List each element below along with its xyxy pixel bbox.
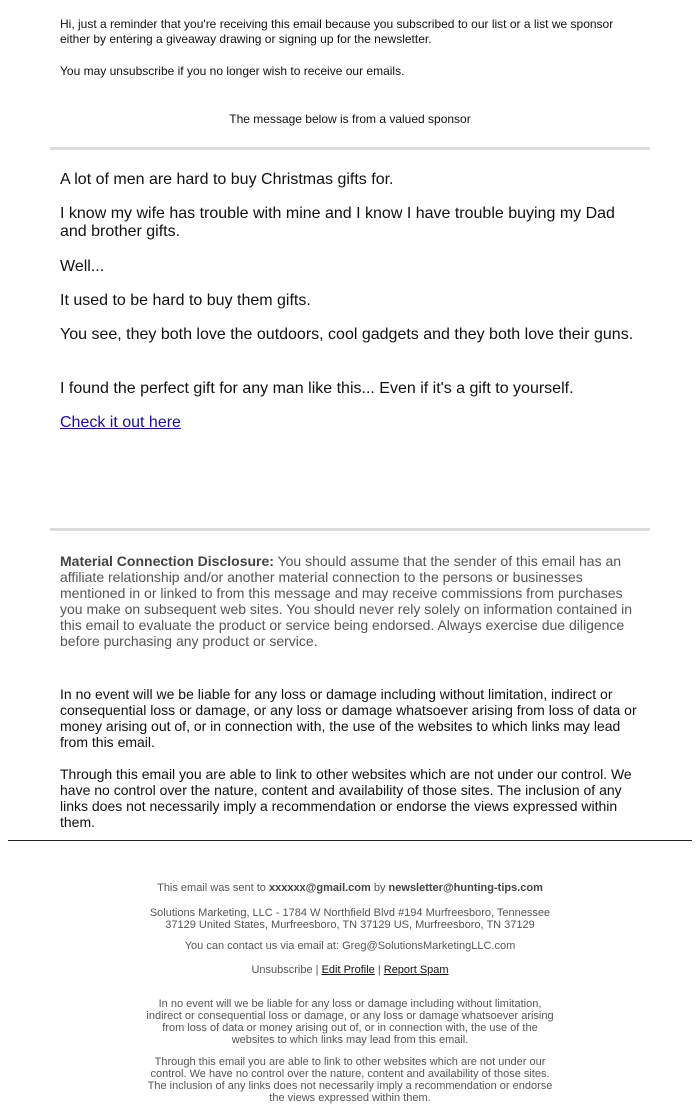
message-paragraph: You see, they both love the outdoors, cool gadgets and they both love their guns.	[60, 326, 634, 343]
message-paragraph: It used to be hard to buy them gifts.	[60, 292, 311, 309]
sent-to-line	[140, 882, 560, 894]
external-links-paragraph: Through this email you are able to link to other websites which are not under our control. We have no control over the nature, content and availability of those sites. The inclusion of any links does not necessarily imply a recommendation or endorse the views expressed within them.	[60, 766, 632, 830]
disclosure-heading: Material Connection Disclosure:	[60, 553, 274, 569]
separator: |	[374, 964, 384, 976]
separator: |	[312, 964, 322, 976]
sent-prefix: This email was sent to	[157, 882, 269, 894]
edit-profile-link[interactable]: Edit Profile	[321, 964, 375, 976]
sent-by: by	[370, 882, 389, 894]
footer-liability: In no event will we be liable for any loss or damage including without limitation, indirect or consequential loss or damage, or any loss or damage whatsoever arising from loss of data or money arising out of, or in connection with, the use of the websites to which links may lead from this email.	[146, 998, 554, 1046]
message-paragraph: Well...	[60, 258, 105, 275]
top-divider	[50, 147, 650, 150]
message-paragraph: A lot of men are hard to buy Christmas gifts for.	[60, 171, 394, 188]
unsubscribe-note: You may unsubscribe if you no longer wish to receive our emails.	[60, 64, 405, 78]
sponsor-line: The message below is from a valued sponsor	[229, 112, 471, 126]
disclosure-text: You should assume that the sender of this email has an affiliate relationship and/or another material connection to the persons or businesses mentioned in or linked to from this message and may receive commissions from purchases you make on subsequent web sites. You should never rely solely on information contained in this email to evaluate the product or service being endorsed. Always exercise due diligence before purchasing any product or service.	[60, 553, 633, 649]
sender-email: newsletter@hunting-tips.com	[388, 882, 543, 894]
company-address: Solutions Marketing, LLC - 1784 W Northfield Blvd #194 Murfreesboro, Tennessee 37129 United States, Murfreesboro, TN 37129 US, Murfreesboro, TN 37129	[149, 907, 551, 931]
footer-links	[140, 964, 560, 976]
middle-divider	[50, 528, 650, 531]
message-paragraph: I found the perfect gift for any man like this... Even if it's a gift to yourself.	[60, 380, 574, 397]
subscription-reminder: Hi, just a reminder that you're receiving this email because you subscribed to our list or a list we sponsor either by entering a giveaway drawing or signing up for the newsletter.	[60, 17, 614, 46]
liability-paragraph: In no event will we be liable for any loss or damage including without limitation, indirect or consequential loss or damage, or any loss or damage whatsoever arising from loss of data or money arising out of, or in connection with, the use of the websites to which links may lead from this email.	[60, 686, 637, 750]
footer-divider	[8, 840, 692, 841]
report-spam-link[interactable]: Report Spam	[383, 964, 449, 976]
unsubscribe-link[interactable]: Unsubscribe	[251, 964, 313, 976]
recipient-email: xxxxxx@gmail.com	[268, 882, 371, 894]
message-paragraph: I know my wife has trouble with mine and I know I have trouble buying my Dad and brother gifts.	[60, 205, 615, 240]
material-disclosure	[60, 553, 645, 649]
contact-line: You can contact us via email at: Greg@SolutionsMarketingLLC.com	[184, 940, 516, 952]
footer-external-links: Through this email you are able to link to other websites which are not under our control. We have no control over the nature, content and availability of those sites. The inclusion of any links does not necessarily imply a recommendation or endorse the views expressed within them.	[147, 1056, 553, 1104]
check-it-out-link[interactable]: Check it out here	[60, 414, 181, 431]
